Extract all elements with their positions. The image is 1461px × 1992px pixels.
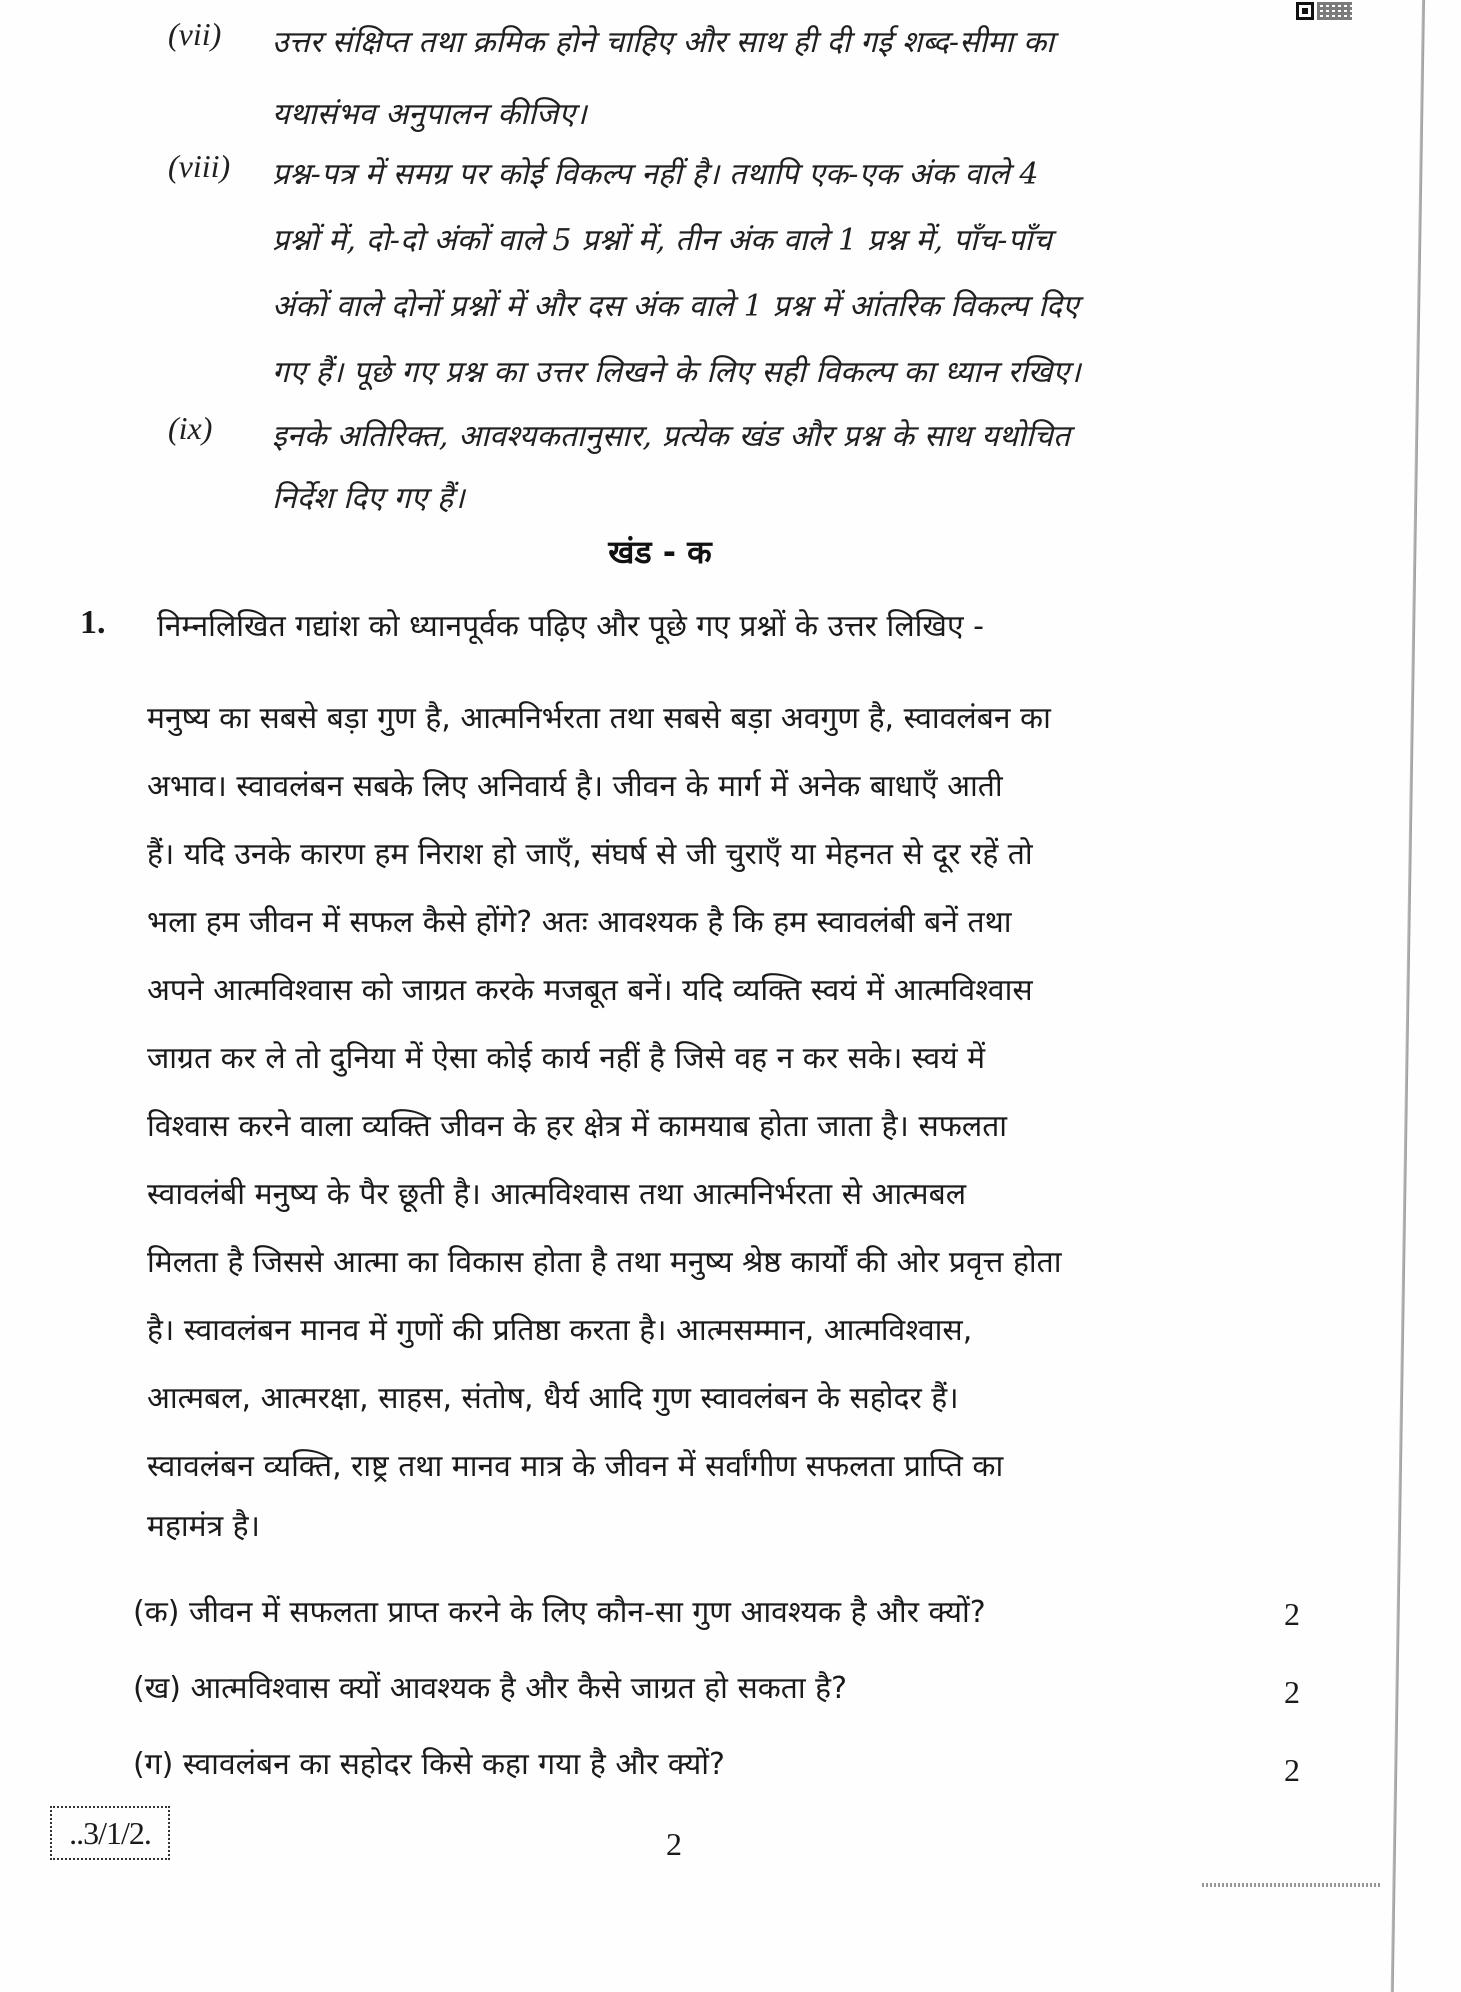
question-prompt: निम्नलिखित गद्यांश को ध्यानपूर्वक पढ़िए और पूछे गए प्रश्नों के उत्तर लिखिए -: [157, 609, 984, 644]
instruction-line: अंकों वाले दोनों प्रश्नों में और दस अंक वाले 1 प्रश्न में आंतरिक विकल्प दिए: [272, 289, 1079, 324]
instruction-line: इनके अतिरिक्त, आवश्यकतानुसार, प्रत्येक खंड और प्रश्न के साथ यथोचित: [272, 419, 1071, 454]
instruction-line: यथासंभव अनुपालन कीजिए।: [272, 97, 587, 132]
qr-data-modules: [1317, 2, 1352, 20]
instruction-number: (vii): [168, 16, 222, 52]
qr-code-icon: [1296, 2, 1352, 20]
passage-line: अपने आत्मविश्वास को जाग्रत करके मजबूत बनें। यदि व्यक्ति स्वयं में आत्मविश्वास: [147, 973, 1033, 1008]
passage-line: महामंत्र है।: [147, 1509, 260, 1544]
passage-line: आत्मबल, आत्मरक्षा, साहस, संतोष, धैर्य आदि गुण स्वावलंबन के सहोदर हैं।: [147, 1381, 959, 1416]
marks-kha: 2: [1284, 1674, 1300, 1710]
marks-ga: 2: [1284, 1752, 1300, 1788]
instruction-line: प्रश्नों में, दो-दो अंकों वाले 5 प्रश्नों में, तीन अंक वाले 1 प्रश्न में, पाँच-पाँच: [272, 223, 1052, 258]
marks-ka: 2: [1284, 1596, 1300, 1632]
passage-line: मनुष्य का सबसे बड़ा गुण है, आत्मनिर्भरता तथा सबसे बड़ा अवगुण है, स्वावलंबन का: [147, 701, 1051, 736]
paper-code: ..3/1/2.: [50, 1806, 170, 1860]
passage-line: हैं। यदि उनके कारण हम निराश हो जाएँ, संघर्ष से जी चुराएँ या मेहनत से दूर रहें तो: [147, 837, 1033, 872]
passage-line: मिलता है जिससे आत्मा का विकास होता है तथा मनुष्य श्रेष्ठ कार्यों की ओर प्रवृत्त होता: [147, 1245, 1062, 1280]
page-number: 2: [666, 1826, 682, 1862]
instruction-line: उत्तर संक्षिप्त तथा क्रमिक होने चाहिए और साथ ही दी गई शब्द-सीमा का: [272, 25, 1055, 60]
question-number: 1.: [80, 604, 106, 641]
passage-line: विश्वास करने वाला व्यक्ति जीवन के हर क्षेत्र में कामयाब होता जाता है। सफलता: [147, 1109, 1008, 1144]
instruction-number: (viii): [168, 148, 231, 184]
passage-line: स्वावलंबन व्यक्ति, राष्ट्र तथा मानव मात्र के जीवन में सर्वांगीण सफलता प्राप्ति का: [147, 1449, 1004, 1484]
instruction-line: निर्देश दिए गए हैं।: [272, 481, 465, 516]
section-heading: खंड - क: [608, 533, 712, 571]
footer-microtext-rule: [1202, 1883, 1382, 1887]
passage-line: है। स्वावलंबन मानव में गुणों की प्रतिष्ठा करता है। आत्मसम्मान, आत्मविश्वास,: [147, 1313, 973, 1348]
instruction-number: (ix): [168, 410, 213, 446]
sub-question-kha: (ख) आत्मविश्वास क्यों आवश्यक है और कैसे जाग्रत हो सकता है?: [133, 1671, 848, 1706]
passage-line: भला हम जीवन में सफल कैसे होंगे? अतः आवश्यक है कि हम स्वावलंबी बनें तथा: [147, 905, 1012, 940]
sub-question-ka: (क) जीवन में सफलता प्राप्त करने के लिए कौन-सा गुण आवश्यक है और क्यों?: [133, 1595, 986, 1630]
instruction-line: गए हैं। पूछे गए प्रश्न का उत्तर लिखने के लिए सही विकल्प का ध्यान रखिए।: [272, 355, 1081, 390]
sub-question-ga: (ग) स्वावलंबन का सहोदर किसे कहा गया है और क्यों?: [133, 1747, 725, 1782]
passage-line: जाग्रत कर ले तो दुनिया में ऐसा कोई कार्य नहीं है जिसे वह न कर सके। स्वयं में: [147, 1041, 986, 1076]
passage-line: स्वावलंबी मनुष्य के पैर छूती है। आत्मविश्वास तथा आत्मनिर्भरता से आत्मबल: [147, 1177, 967, 1212]
scan-edge-line: [1391, 0, 1425, 1992]
passage-line: अभाव। स्वावलंबन सबके लिए अनिवार्य है। जीवन के मार्ग में अनेक बाधाएँ आती: [147, 769, 1003, 804]
instruction-line: प्रश्न-पत्र में समग्र पर कोई विकल्प नहीं है। तथापि एक-एक अंक वाले 4: [272, 157, 1039, 192]
qr-finder-pattern: [1296, 2, 1314, 20]
